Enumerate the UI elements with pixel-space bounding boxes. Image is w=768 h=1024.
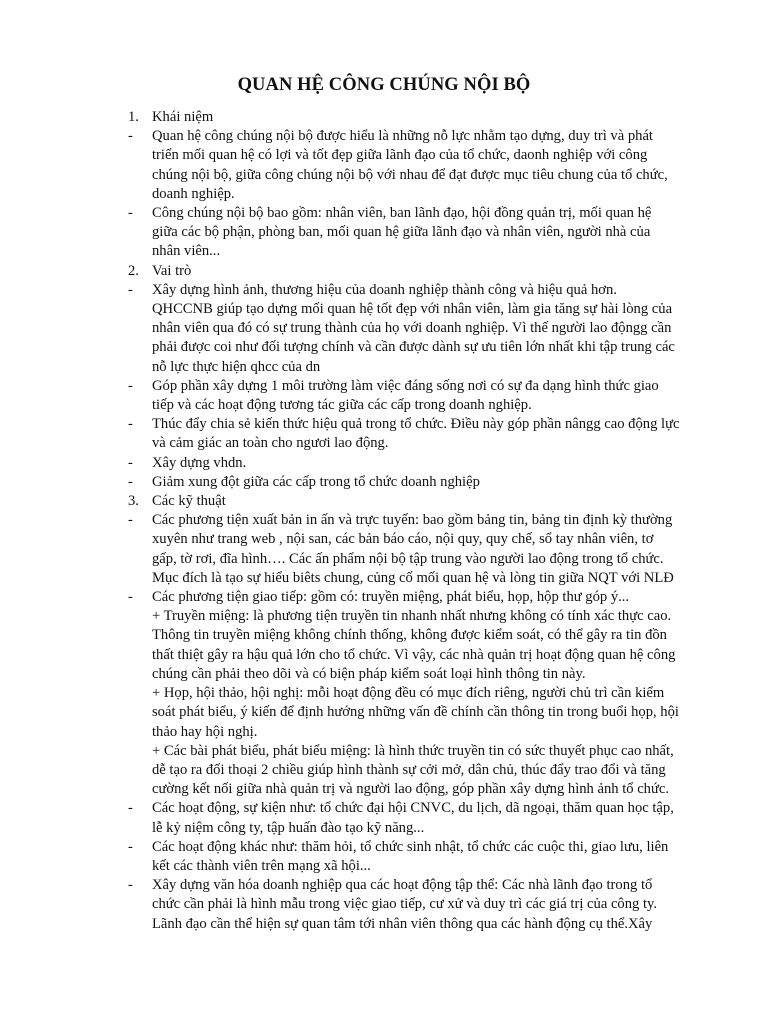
list-item	[128, 377, 703, 415]
page-title: QUAN HỆ CÔNG CHÚNG NỘI BỘ	[237, 75, 531, 95]
list-item-text: Thúc đẩy chia sẻ kiến thức hiệu quả trong tổ chức. Điều này góp phần nângg cao động lực và cảm giác an toàn cho ngươi lao động.	[152, 416, 680, 452]
list-item-text: Các phương tiện xuất bản in ấn và trực tuyến: bao gồm bảng tin, bảng tin định kỳ thường xuyên như trang web , nội san, các bản báo cáo, nội quy, quy chế, sổ tay nhân viên, tơ gấp, tờ rơi, đĩa hình…. Các ấn phẩm nội bộ tập trung vào người lao động trong tổ chức. Mục đích là tạo sự hiểu biêts chung, củng cố mối quan hệ và lòng tin giữa NQT với NLĐ	[152, 512, 674, 586]
list-item-text: Các hoạt động khác như: thăm hỏi, tổ chức sinh nhật, tổ chức các cuộc thi, giao lưu, liên kết các thành viên trên mạng xã hội...	[152, 838, 669, 874]
list-marker: -	[128, 800, 133, 817]
list-item-text: Công chúng nội bộ bao gồm: nhân viên, ban lãnh đạo, hội đồng quản trị, mối quan hệ giữa các bộ phận, phòng ban, mối quan hệ giữa lãnh đạo và nhân viên, người nhà của nhân viên...	[152, 205, 652, 260]
list-item-text: Các kỹ thuật	[152, 493, 226, 510]
list-item	[128, 838, 703, 876]
list-marker: -	[128, 454, 133, 471]
list-item	[128, 588, 703, 799]
list-item-text: Các phương tiện giao tiếp: gồm có: truyền miệng, phát biểu, họp, hộp thư góp ý... + Truyền miệng: là phương tiện truyền tin nhanh nhất nhưng không có tính xác thực cao. Thông tin truyền miệng không chính thống, không được kiểm soát, có thể gây ra tin đồn thất thiệt gây ra hậu quả lớn cho tổ chức. Vì vậy, các nhà quản trị hoạt động quan hệ công chúng cần phải theo dõi và có biện pháp kiểm soát loại hình thông tin này. + Họp, hội thảo, hội nghị: mỗi hoạt động đều có mục đích riêng, người chủ trì cần kiểm soát phát biểu, ý kiến để định hướng những vấn đề chính cần thông tin trong buổi họp, hội thảo hay hội nghị. + Các bài phát biểu, phát biểu miệng: là hình thức truyền tin có sức thuyết phục cao nhất, dễ tạo ra đối thoại 2 chiều giúp hình thành sự cởi mở, dân chủ, thúc đẩy trao đổi và tăng cường kết nối giữa nhà quản trị và người lao động, góp phần xây dựng hình ảnh tổ chức.	[152, 589, 679, 798]
list-item-text: Quan hệ công chúng nội bộ được hiểu là những nỗ lực nhằm tạo dựng, duy trì và phát triển mối quan hệ có lợi và tốt đẹp giữa lãnh đạo của tổ chức, daonh nghiệp với công chúng nội bộ, giữa công chúng nội bộ với nhau để đạt được mục tiêu chung của tổ chức, doanh nghiệp.	[152, 128, 668, 202]
list-marker: -	[128, 377, 133, 394]
list-item	[128, 415, 703, 453]
list-marker: -	[128, 877, 133, 894]
list-marker: -	[128, 838, 133, 855]
list-item-text: Xây dựng văn hóa doanh nghiệp qua các hoạt động tập thể: Các nhà lãnh đạo trong tổ chức cần phải là hình mẫu trong việc giao tiếp, cư xử và duy trì các giá trị của công ty. Lãnh đạo cần thể hiện sự quan tâm tới nhân viên thông qua các hành động cụ thể.Xây	[152, 877, 658, 932]
list-item	[128, 799, 703, 837]
list-item-text: Xây dựng hình ảnh, thương hiệu của doanh nghiệp thành công và hiệu quả hơn. QHCCNB giúp tạo dựng mối quan hệ tốt đẹp với nhân viên, làm gia tăng sự hài lòng của nhân viên qua đó có sự trung thành của họ với doanh nghiệp. Vì thế người lao độngg cần phải được coi như đối tượng chính và cần được dành sự ưu tiên lớn nhất khi tập trung các nỗ lực thực hiện qhcc của dn	[152, 281, 675, 375]
list-marker: -	[128, 128, 133, 145]
list-marker: -	[128, 416, 133, 433]
list-marker: 2.	[128, 262, 139, 279]
list-marker: -	[128, 205, 133, 222]
list-marker: 3.	[128, 493, 139, 510]
list-item-text: Xây dựng vhdn.	[152, 454, 247, 471]
list-marker: -	[128, 512, 133, 529]
list-item	[128, 262, 703, 281]
list-marker: -	[128, 473, 133, 490]
list-item	[128, 204, 703, 262]
list-item	[128, 492, 703, 511]
list-item	[128, 473, 703, 492]
list-item	[128, 108, 703, 127]
list-item-text: Giảm xung đột giữa các cấp trong tổ chức doanh nghiệp	[152, 473, 480, 490]
list-item-text: Các hoạt động, sự kiện như: tổ chức đại hội CNVC, du lịch, dã ngoại, thăm quan học tập, lễ kỷ niệm công ty, tập huấn đào tạo kỹ năng...	[152, 800, 674, 836]
list-item	[128, 281, 703, 377]
list-item-text: Góp phần xây dựng 1 môi trường làm việc đáng sống nơi có sự đa dạng hình thức giao tiếp và các hoạt động tương tác giữa các cấp trong doanh nghiệp.	[152, 377, 659, 414]
list-item-text: Khái niệm	[152, 109, 214, 125]
list-item	[128, 454, 703, 473]
document-body	[128, 108, 703, 934]
list-marker: 1.	[128, 109, 139, 125]
list-item	[128, 127, 703, 204]
list-marker: -	[128, 281, 133, 298]
list-item-text: Vai trò	[152, 262, 192, 279]
list-item	[128, 511, 703, 588]
list-marker: -	[128, 589, 133, 606]
list-item	[128, 876, 703, 934]
